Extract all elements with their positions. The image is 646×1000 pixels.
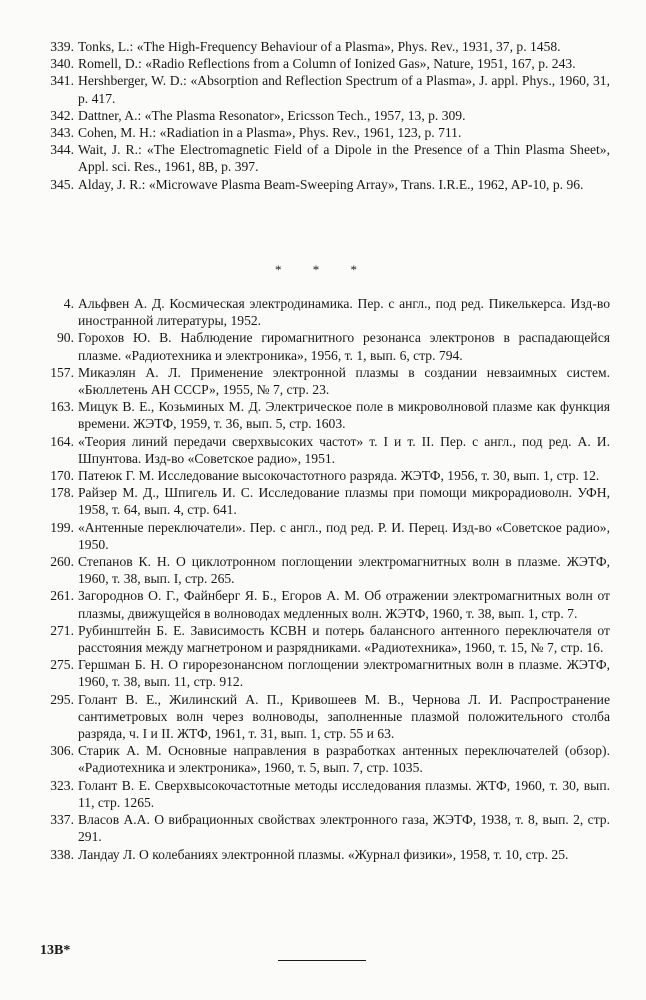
reference-271 [40, 622, 610, 656]
reference-text: Альфвен А. Д. Космическая электродинамика. Пер. с англ., под ред. Пикелькерса. Изд-во иностранной литературы, 1952. [78, 296, 610, 329]
reference-199 [40, 519, 610, 553]
reference-164 [40, 433, 610, 467]
reference-number: 338. [50, 846, 74, 862]
reference-text: Wait, J. R.: «The Electromagnetic Field of a Dipole in the Presence of a Thin Plasma Sheet», Appl. sci. Res., 1961, 8B, p. 397. [78, 142, 610, 175]
reference-345 [40, 176, 610, 193]
reference-number: 341. [50, 73, 74, 89]
reference-number: 163. [50, 399, 74, 415]
reference-275 [40, 656, 610, 690]
reference-344 [40, 141, 610, 175]
reference-text: Dattner, A.: «The Plasma Resonator», Ericsson Tech., 1957, 13, p. 309. [78, 107, 466, 123]
reference-number: 157. [50, 364, 74, 380]
reference-341 [40, 72, 610, 106]
reference-text: Рубинштейн Б. Е. Зависимость КСВН и потерь балансного антенного переключателя от расстояния между магнетроном и разрядниками. «Радиотехника», 1960, т. 15, № 7, стр. 16. [78, 622, 610, 656]
reference-261 [40, 587, 610, 621]
reference-323 [40, 777, 610, 811]
reference-343 [40, 124, 610, 141]
reference-4 [40, 295, 610, 329]
reference-number: 343. [50, 125, 74, 141]
reference-number: 342. [50, 107, 74, 123]
reference-338 [40, 846, 610, 863]
reference-text: Райзер М. Д., Шпигель И. С. Исследование плазмы при помощи микрорадиоволн. УФН, 1958, т. 64, вып. 4, стр. 641. [78, 485, 610, 518]
reference-number: 4. [63, 296, 74, 311]
reference-number: 271. [50, 622, 74, 638]
reference-number: 199. [50, 519, 74, 535]
reference-text: Hershberger, W. D.: «Absorption and Reflection Spectrum of a Plasma», J. appl. Phys., 1960, 31, p. 417. [78, 73, 610, 106]
reference-text: Власов А.А. О вибрационных свойствах электронного газа, ЖЭТФ, 1938, т. 8, вып. 2, стр. 291. [78, 812, 610, 845]
reference-157 [40, 364, 610, 398]
reference-163 [40, 398, 610, 432]
reference-342 [40, 107, 610, 124]
footer-rule [278, 960, 366, 961]
reference-number: 90. [57, 330, 74, 346]
reference-number: 295. [50, 691, 74, 707]
reference-number: 306. [50, 743, 74, 759]
reference-number: 170. [50, 468, 74, 484]
reference-number: 164. [50, 433, 74, 449]
reference-number: 275. [50, 657, 74, 673]
reference-number: 345. [50, 176, 74, 192]
reference-number: 261. [50, 588, 74, 604]
reference-337 [40, 811, 610, 845]
reference-text: Патеюк Г. М. Исследование высокочастотного разряда. ЖЭТФ, 1956, т. 30, вып. 1, стр. 12. [78, 468, 600, 484]
reference-text: Гершман Б. Н. О гирорезонансном поглощении электромагнитных волн в плазме. ЖЭТФ, 1960, т. 38, вып. 11, стр. 912. [78, 657, 610, 690]
reference-text: Romell, D.: «Radio Reflections from a Column of Ionized Gas», Nature, 1951, 167, p. 243. [78, 56, 576, 72]
reference-text: Микаэлян А. Л. Применение электронной плазмы в создании невзаимных систем. «Бюллетень АН СССР», 1955, № 7, стр. 23. [78, 364, 610, 398]
reference-text: Загороднов О. Г., Файнберг Я. Б., Егоров А. М. Об отражении электромагнитных волн от плазмы, движущейся в волноводах медленных волн. ЖЭТФ, 1960, т. 38, вып. 1, стр. 7. [78, 588, 610, 621]
reference-text: Голант В. Е., Жилинский А. П., Кривошеев М. В., Чернова Л. И. Распространение сантиметровых волн через волноводы, заполненные плазмой положительного столба разряда, ч. I и II. ЖТФ, 1961, т. 31, вып. 1, стр. 55 и 63. [78, 691, 610, 742]
reference-text: Старик А. М. Основные направления в разработках антенных переключателей (обзор). «Радиотехника и электроника», 1960, т. 5, вып. 7, стр. 1035. [78, 743, 610, 776]
reference-number: 337. [50, 812, 74, 828]
reference-text: Tonks, L.: «The High-Frequency Behaviour of a Plasma», Phys. Rev., 1931, 37, p. 1458. [78, 39, 561, 54]
reference-number: 323. [50, 777, 74, 793]
english-reference-list [40, 38, 610, 193]
reference-340 [40, 55, 610, 72]
reference-339 [40, 38, 610, 55]
reference-text: Голант В. Е. Сверхвысокочастотные методы исследования плазмы. ЖТФ, 1960, т. 30, вып. 11, стр. 1265. [78, 777, 610, 810]
reference-number: 178. [50, 485, 74, 501]
reference-178 [40, 484, 610, 518]
printer-signature-mark: 13В* [40, 943, 71, 958]
reference-text: Степанов К. Н. О циклотронном поглощении электромагнитных волн в плазме. ЖЭТФ, 1960, т. 38, вып. I, стр. 265. [78, 554, 610, 587]
reference-number: 340. [50, 56, 74, 72]
reference-number: 260. [50, 554, 74, 570]
reference-text: Горохов Ю. В. Наблюдение гиромагнитного резонанса электронов в распадающейся плазме. «Радиотехника и электроника», 1956, т. 1, вып. 6, стр. 794. [78, 330, 610, 363]
reference-90 [40, 329, 610, 363]
reference-295 [40, 691, 610, 743]
russian-reference-list [40, 295, 610, 863]
reference-260 [40, 553, 610, 587]
reference-306 [40, 742, 610, 776]
reference-text: «Антенные переключатели». Пер. с англ., под ред. Р. И. Перец. Изд-во «Советское радио», 1950. [78, 519, 610, 552]
section-separator: * * * [275, 262, 371, 277]
reference-text: Alday, J. R.: «Microwave Plasma Beam-Sweeping Array», Trans. I.R.E., 1962, AP-10, p. 96. [78, 176, 584, 192]
reference-number: 344. [50, 142, 74, 158]
reference-text: Мицук В. Е., Козьминых М. Д. Электрическое поле в микроволновой плазме как функция времени. ЖЭТФ, 1959, т. 36, вып. 5, стр. 1603. [78, 399, 610, 432]
reference-number: 339. [50, 39, 74, 54]
reference-170 [40, 467, 610, 484]
reference-text: «Теория линий передачи сверхвысоких частот» т. I и т. II. Пер. с англ., под ред. А. И. Шпунтова. Изд-во «Советское радио», 1951. [78, 433, 610, 466]
reference-text: Cohen, M. H.: «Radiation in a Plasma», Phys. Rev., 1961, 123, p. 711. [78, 125, 462, 141]
reference-text: Ландау Л. О колебаниях электронной плазмы. «Журнал физики», 1958, т. 10, стр. 25. [78, 846, 569, 862]
